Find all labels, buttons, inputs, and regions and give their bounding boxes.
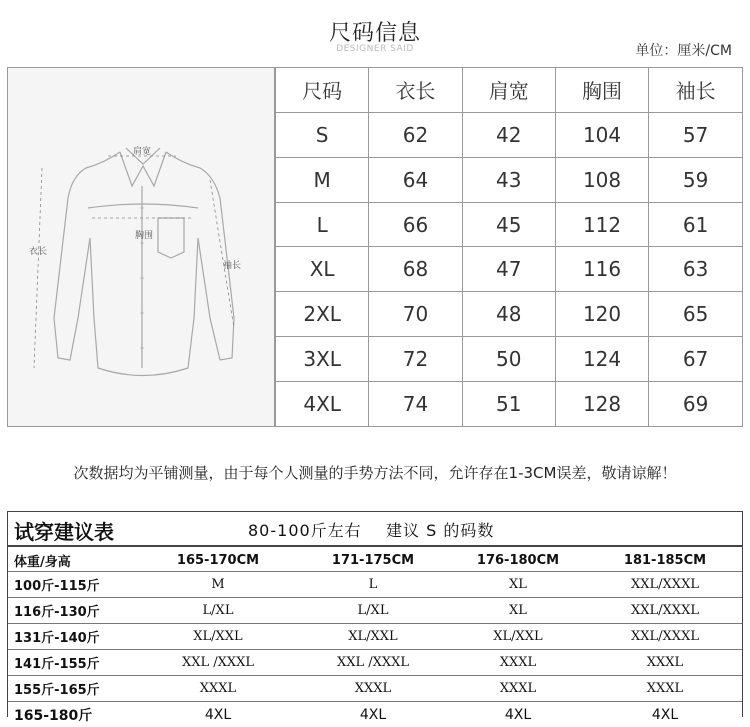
table-row <box>276 337 743 382</box>
recommendation-header <box>8 549 742 572</box>
table-row <box>8 676 742 702</box>
weight-cell: 141斤-155斤 <box>8 650 138 676</box>
weight-cell: 116斤-130斤 <box>8 598 138 624</box>
header-length: 衣长 <box>369 68 462 112</box>
table-cell: 63 <box>649 247 742 292</box>
table-cell: 61 <box>649 202 742 247</box>
header-weight-height: 体重/身高 <box>8 549 138 572</box>
shirt-diagram <box>8 68 275 426</box>
header-height: 176-180CM <box>448 549 588 572</box>
page-subtitle: DESIGNER SAID <box>0 44 750 54</box>
table-cell: 62 <box>369 112 462 157</box>
table-row <box>276 292 743 337</box>
table-cell: XXXL <box>448 676 588 702</box>
table-row <box>276 202 743 247</box>
shirt-icon <box>8 68 273 424</box>
header-height: 181-185CM <box>588 549 742 572</box>
table-cell: XL/XXL <box>448 624 588 650</box>
table-cell: 72 <box>369 337 462 382</box>
table-cell: 4XL <box>298 702 448 727</box>
page-title: 尺码信息 <box>0 16 750 47</box>
table-cell: XXXL <box>138 676 298 702</box>
table-cell: L <box>298 572 448 598</box>
table-cell: 104 <box>555 112 648 157</box>
recommendation-title: 试穿建议表 <box>14 516 114 545</box>
table-cell: 3XL <box>276 337 369 382</box>
table-cell: 48 <box>462 292 555 337</box>
weight-cell: 165-180斤 <box>8 702 138 727</box>
unit-label: 单位：厘米/CM <box>635 40 732 60</box>
table-cell: 43 <box>462 157 555 202</box>
table-cell: L/XL <box>298 598 448 624</box>
table-cell: 70 <box>369 292 462 337</box>
table-row <box>8 572 742 598</box>
table-cell: 108 <box>555 157 648 202</box>
table-cell: 45 <box>462 202 555 247</box>
table-row <box>8 624 742 650</box>
sleeve-label: 袖长 <box>223 258 241 271</box>
table-cell: XL <box>276 247 369 292</box>
recommendation-chart <box>7 511 743 717</box>
table-row <box>8 598 742 624</box>
weight-cell: 100斤-115斤 <box>8 572 138 598</box>
header-sleeve: 袖长 <box>649 68 742 112</box>
table-cell: XL/XXL <box>138 624 298 650</box>
divider <box>8 545 742 547</box>
table-cell: 116 <box>555 247 648 292</box>
table-cell: M <box>138 572 298 598</box>
table-cell: XXXL <box>588 650 742 676</box>
table-cell: 50 <box>462 337 555 382</box>
table-cell: XXL/XXXL <box>588 624 742 650</box>
table-cell: M <box>276 157 369 202</box>
header-height: 165-170CM <box>138 549 298 572</box>
header-chest: 胸围 <box>555 68 648 112</box>
table-cell: 68 <box>369 247 462 292</box>
table-cell: XXXL <box>448 650 588 676</box>
size-table-header <box>276 68 743 112</box>
table-cell: L/XL <box>138 598 298 624</box>
table-cell: 128 <box>555 382 648 426</box>
table-row <box>276 112 743 157</box>
table-cell: 51 <box>462 382 555 426</box>
table-cell: 4XL <box>448 702 588 727</box>
table-cell: XXL/XXXL <box>588 572 742 598</box>
header-size: 尺码 <box>276 68 369 112</box>
table-cell: XL <box>448 598 588 624</box>
table-cell: XL/XXL <box>298 624 448 650</box>
length-label: 衣长 <box>29 244 47 257</box>
table-cell: 4XL <box>138 702 298 727</box>
recommendation-subtitle: 80-100斤左右 建议 S 的码数 <box>248 518 494 541</box>
table-cell: 69 <box>649 382 742 426</box>
table-cell: 66 <box>369 202 462 247</box>
chest-label: 胸围 <box>135 228 153 241</box>
table-cell: 4XL <box>588 702 742 727</box>
table-row <box>276 382 743 426</box>
table-cell: L <box>276 202 369 247</box>
weight-cell: 131斤-140斤 <box>8 624 138 650</box>
size-chart <box>7 67 743 427</box>
table-row <box>276 157 743 202</box>
table-cell: XXL /XXXL <box>298 650 448 676</box>
size-table <box>275 68 742 426</box>
table-cell: S <box>276 112 369 157</box>
table-cell: 65 <box>649 292 742 337</box>
table-cell: 4XL <box>276 382 369 426</box>
table-cell: XXL/XXXL <box>588 598 742 624</box>
table-cell: 67 <box>649 337 742 382</box>
table-cell: 59 <box>649 157 742 202</box>
header-height: 171-175CM <box>298 549 448 572</box>
table-row <box>8 702 742 727</box>
table-cell: 57 <box>649 112 742 157</box>
recommendation-table <box>8 549 742 727</box>
table-cell: 2XL <box>276 292 369 337</box>
shoulder-label: 肩宽 <box>133 144 151 157</box>
table-cell: 124 <box>555 337 648 382</box>
table-cell: 74 <box>369 382 462 426</box>
table-row <box>276 247 743 292</box>
table-cell: XXL /XXXL <box>138 650 298 676</box>
table-cell: 42 <box>462 112 555 157</box>
table-cell: 112 <box>555 202 648 247</box>
table-cell: XXXL <box>588 676 742 702</box>
header-shoulder: 肩宽 <box>462 68 555 112</box>
table-cell: 120 <box>555 292 648 337</box>
table-cell: XL <box>448 572 588 598</box>
weight-cell: 155斤-165斤 <box>8 676 138 702</box>
table-cell: 47 <box>462 247 555 292</box>
table-row <box>8 650 742 676</box>
measurement-note: 次数据均为平铺测量，由于每个人测量的手势方法不同，允许存在1-3CM误差，敬请谅解！ <box>0 462 750 483</box>
table-cell: 64 <box>369 157 462 202</box>
table-cell: XXXL <box>298 676 448 702</box>
